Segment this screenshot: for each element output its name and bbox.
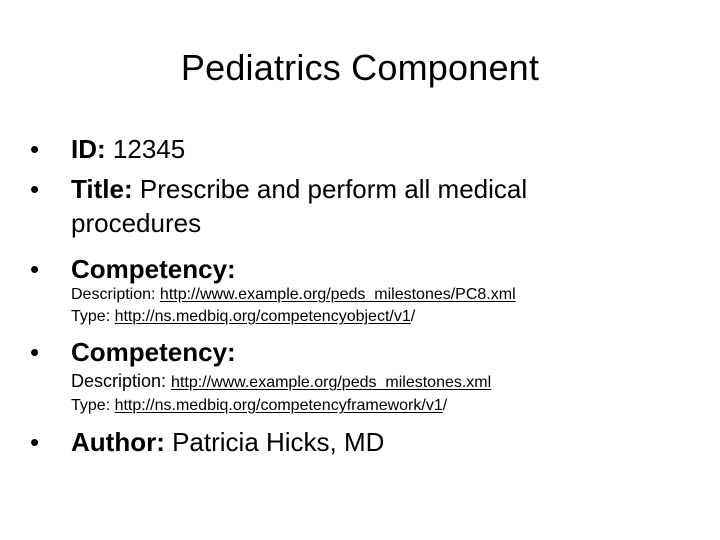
type-label: Type: <box>71 397 115 414</box>
bullet-title <box>30 172 690 240</box>
type-suffix: / <box>410 308 416 325</box>
bullet-icon: • <box>30 134 40 164</box>
type-link[interactable]: http://ns.medbiq.org/competencyobject/v1 <box>114 308 411 325</box>
type-link[interactable]: http://ns.medbiq.org/competencyframework/v1 <box>114 397 443 414</box>
description-link[interactable]: http://www.example.org/peds_milestones/PC8.xml <box>159 286 516 303</box>
description-label: Description: <box>71 371 172 391</box>
bullet-icon: • <box>30 427 40 457</box>
bullet-competency-2 <box>30 335 690 369</box>
type-label: Type: <box>71 308 115 325</box>
competency-2-description <box>71 369 711 395</box>
bullet-id <box>30 132 690 166</box>
type-suffix: / <box>442 397 448 414</box>
slide-title: Pediatrics Component <box>180 47 540 88</box>
competency-2-type <box>71 394 711 418</box>
author-label: Author: <box>71 427 165 457</box>
title-value-continued: procedures <box>71 208 202 238</box>
bullet-icon: • <box>30 337 40 367</box>
competency-1-description <box>71 283 711 307</box>
bullet-icon: • <box>30 174 40 204</box>
title-value: Prescribe and perform all medical <box>132 174 528 204</box>
title-label: Title: <box>71 174 133 204</box>
bullet-author <box>30 425 690 459</box>
author-value: Patricia Hicks, MD <box>164 427 385 457</box>
id-label: ID: <box>71 134 106 164</box>
competency-1-type <box>71 305 711 329</box>
bullet-competency-1 <box>30 252 690 286</box>
description-link[interactable]: http://www.example.org/peds_milestones.xml <box>171 374 492 391</box>
competency-label: Competency: <box>71 254 236 284</box>
description-label: Description: <box>71 286 160 303</box>
id-value: 12345 <box>105 134 186 164</box>
bullet-icon: • <box>30 254 40 284</box>
competency-label: Competency: <box>71 337 236 367</box>
